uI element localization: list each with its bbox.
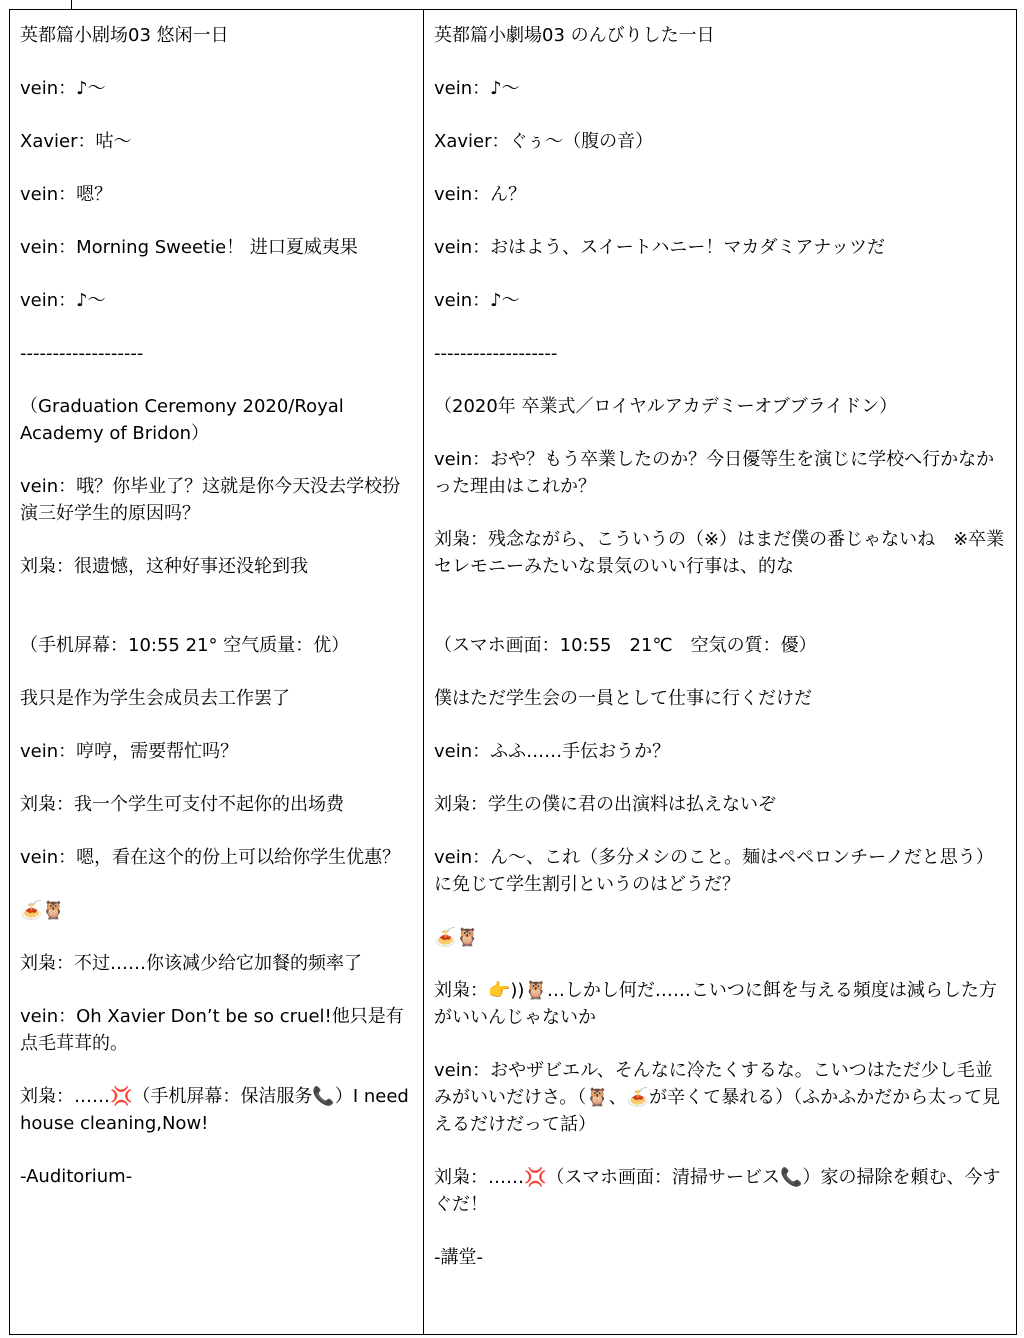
japanese-column: [424, 10, 1017, 1335]
right-line: vein：おやザビエル、そんなに冷たくするな。こいつはただ少し毛並みがいいだけさ。（🦉、🍝が辛くて暴れる）（ふかふかだから太って見えるだけだって話）: [434, 1060, 1001, 1135]
right-line: vein：ん？: [434, 184, 527, 205]
right-line: -講堂-: [434, 1247, 483, 1268]
left-line: vein：嗯，看在这个的份上可以给你学生优惠？: [20, 847, 401, 868]
left-line: vein：哦？你毕业了？这就是你今天没去学校扮演三好学生的原因吗？: [20, 476, 401, 524]
right-line: vein：おや？もう卒業したのか？今日優等生を演じに学校へ行かなかった理由はこれか？: [434, 449, 995, 497]
left-line: vein：♪～: [20, 78, 106, 99]
right-line: （スマホ画面：10:55 21℃ 空気の質：優）: [434, 635, 817, 656]
right-line: 刘枭：残念ながら、こういうの（※）はまだ僕の番じゃないね ※卒業セレモニーみたいな景気のいい行事は、的な: [434, 529, 1005, 577]
left-line: 英都篇小剧场03 悠闲一日: [20, 25, 229, 46]
right-line: 刘枭：学生の僕に君の出演料は払えないぞ: [434, 794, 776, 815]
right-line: vein：♪～: [434, 78, 520, 99]
right-line: vein：おはよう、スイートハニー！マカダミアナッツだ: [434, 237, 886, 258]
right-line: 英都篇小劇場03 のんびりした一日: [434, 25, 715, 46]
left-line: 刘枭：我一个学生可支付不起你的出场费: [20, 794, 344, 815]
right-line: vein：ん～、これ（多分メシのこと。麺はペペロンチーノだと思う）に免じて学生割引というのはどうだ？: [434, 847, 994, 895]
left-line: 刘枭：……💢（手机屏幕：保洁服务📞）I need house cleaning,Now!: [20, 1086, 415, 1134]
right-line: 刘枭：……💢（スマホ画面：清掃サービス📞）家の掃除を頼む、今すぐだ！: [434, 1167, 1001, 1215]
right-line: Xavier：ぐぅ～（腹の音）: [434, 131, 654, 152]
left-line: 🍝🦉: [20, 900, 65, 921]
bilingual-script-table: [9, 9, 1017, 1335]
left-line: -------------------: [20, 343, 144, 364]
right-line: 刘枭：👉))🦉…しかし何だ……こいつに餌を与える頻度は減らした方がいいんじゃないか: [434, 980, 997, 1028]
right-line: 僕はただ学生会の一員として仕事に行くだけだ: [434, 688, 812, 709]
left-line: 刘枭：不过……你该减少给它加餐的频率了: [20, 953, 362, 974]
right-line: （2020年 卒業式／ロイヤルアカデミーオブブライドン）: [434, 396, 898, 417]
left-line: 刘枭：很遗憾，这种好事还没轮到我: [20, 556, 308, 577]
left-line: 我只是作为学生会成员去工作罢了: [20, 688, 290, 709]
right-line: -------------------: [434, 343, 558, 364]
left-line: vein：嗯？: [20, 184, 113, 205]
left-line: vein：Oh Xavier Don’t be so cruel!他只是有点毛茸茸的。: [20, 1006, 404, 1054]
chinese-column: [10, 10, 424, 1335]
right-line: vein：ふふ……手伝おうか？: [434, 741, 671, 762]
right-line: 🍝🦉: [434, 927, 479, 948]
right-line: vein：♪～: [434, 290, 520, 311]
left-line: （手机屏幕：10:55 21° 空气质量：优）: [20, 635, 350, 656]
left-line: vein：Morning Sweetie！ 进口夏威夷果: [20, 237, 358, 258]
left-line: Xavier：咕～: [20, 131, 132, 152]
left-line: vein：♪～: [20, 290, 106, 311]
left-line: （Graduation Ceremony 2020/Royal Academy of Bridon）: [20, 396, 350, 444]
left-line: vein：哼哼，需要帮忙吗？: [20, 741, 239, 762]
left-line: -Auditorium-: [20, 1166, 133, 1187]
